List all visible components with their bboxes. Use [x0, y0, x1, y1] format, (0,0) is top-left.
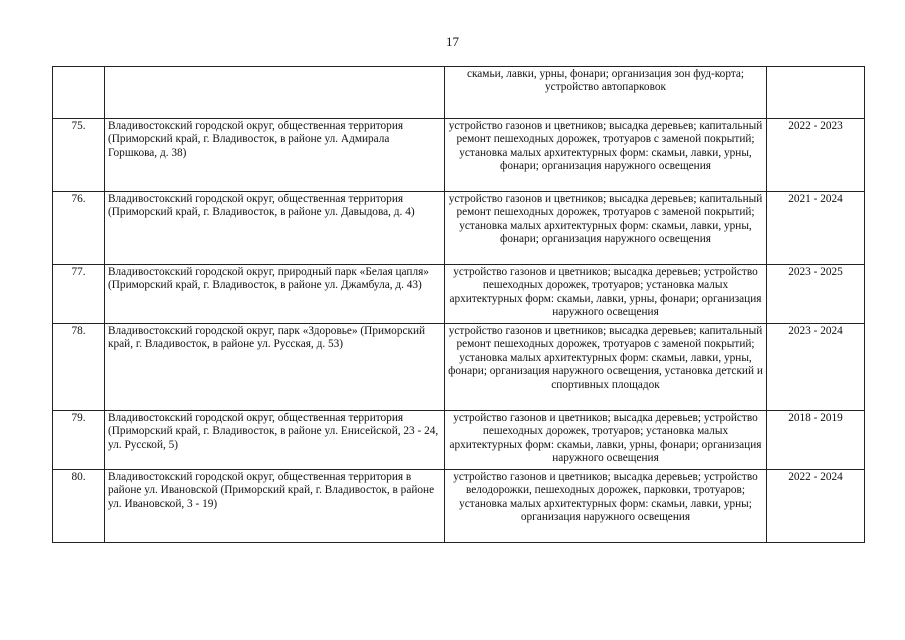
years-cell: 2021 - 2024	[767, 192, 865, 265]
table-row-continuation	[53, 67, 865, 119]
row-number-cell: 77.	[53, 265, 105, 324]
table-row	[53, 470, 865, 543]
years-cell: 2023 - 2025	[767, 265, 865, 324]
years-cell: 2022 - 2024	[767, 470, 865, 543]
territory-cell	[105, 67, 445, 119]
table-row	[53, 411, 865, 470]
works-cell: устройство газонов и цветников; высадка деревьев; капитальный ремонт пешеходных дорожек, тротуаров с заменой покрытий; установка малых архитектурных форм: скамьи, лавки, урны, фонари; организация наружного освещения	[445, 119, 767, 192]
table-row	[53, 265, 865, 324]
table-row	[53, 324, 865, 411]
territory-cell: Владивостокский городской округ, природный парк «Белая цапля» (Приморский край, г. Владивосток, в районе ул. Джамбула, д. 43)	[105, 265, 445, 324]
row-number-cell	[53, 67, 105, 119]
row-number-cell: 78.	[53, 324, 105, 411]
table-row	[53, 119, 865, 192]
works-cell: устройство газонов и цветников; высадка деревьев; устройство пешеходных дорожек, тротуаров; установка малых архитектурных форм: скамьи, лавки, урны, фонари; организация наружного освещения	[445, 411, 767, 470]
works-cell: устройство газонов и цветников; высадка деревьев; капитальный ремонт пешеходных дорожек, тротуаров с заменой покрытий; установка малых архитектурных форм: скамьи, лавки, урны, фонари; организация наружного освещения, установка детский и спортивных площадок	[445, 324, 767, 411]
years-cell: 2018 - 2019	[767, 411, 865, 470]
territories-table	[52, 66, 865, 543]
territory-cell: Владивостокский городской округ, общественная территория в районе ул. Ивановской (Приморский край, г. Владивосток, в районе ул. Ивановской, 3 - 19)	[105, 470, 445, 543]
years-cell: 2022 - 2023	[767, 119, 865, 192]
years-cell	[767, 67, 865, 119]
territory-cell: Владивостокский городской округ, парк «Здоровье» (Приморский край, г. Владивосток, в районе ул. Русская, д. 53)	[105, 324, 445, 411]
page-number: 17	[446, 34, 459, 49]
territory-cell: Владивостокский городской округ, общественная территория (Приморский край, г. Владивосток, в районе ул. Давыдова, д. 4)	[105, 192, 445, 265]
row-number-cell: 76.	[53, 192, 105, 265]
territory-cell: Владивостокский городской округ, общественная территория (Приморский край, г. Владивосток, в районе ул. Енисейской, 23 - 24, ул. Русской, 5)	[105, 411, 445, 470]
works-cell: устройство газонов и цветников; высадка деревьев; устройство велодорожки, пешеходных дорожек, парковки, тротуаров; установка малых архитектурных форм: скамьи, лавки, урны; организация наружного освещения	[445, 470, 767, 543]
table-row	[53, 192, 865, 265]
row-number-cell: 80.	[53, 470, 105, 543]
territory-cell: Владивостокский городской округ, общественная территория (Приморский край, г. Владивосток, в районе ул. Адмирала Горшкова, д. 38)	[105, 119, 445, 192]
works-cell: устройство газонов и цветников; высадка деревьев; устройство пешеходных дорожек, тротуаров; установка малых архитектурных форм: скамьи, лавки, урны, фонари; организация наружного освещения	[445, 265, 767, 324]
works-cell: устройство газонов и цветников; высадка деревьев; капитальный ремонт пешеходных дорожек, тротуаров с заменой покрытий; установка малых архитектурных форм: скамьи, лавки, урны, фонари; организация наружного освещения	[445, 192, 767, 265]
row-number-cell: 79.	[53, 411, 105, 470]
row-number-cell: 75.	[53, 119, 105, 192]
works-cell: скамьи, лавки, урны, фонари; организация зон фуд-корта; устройство автопарковок	[445, 67, 767, 119]
years-cell: 2023 - 2024	[767, 324, 865, 411]
